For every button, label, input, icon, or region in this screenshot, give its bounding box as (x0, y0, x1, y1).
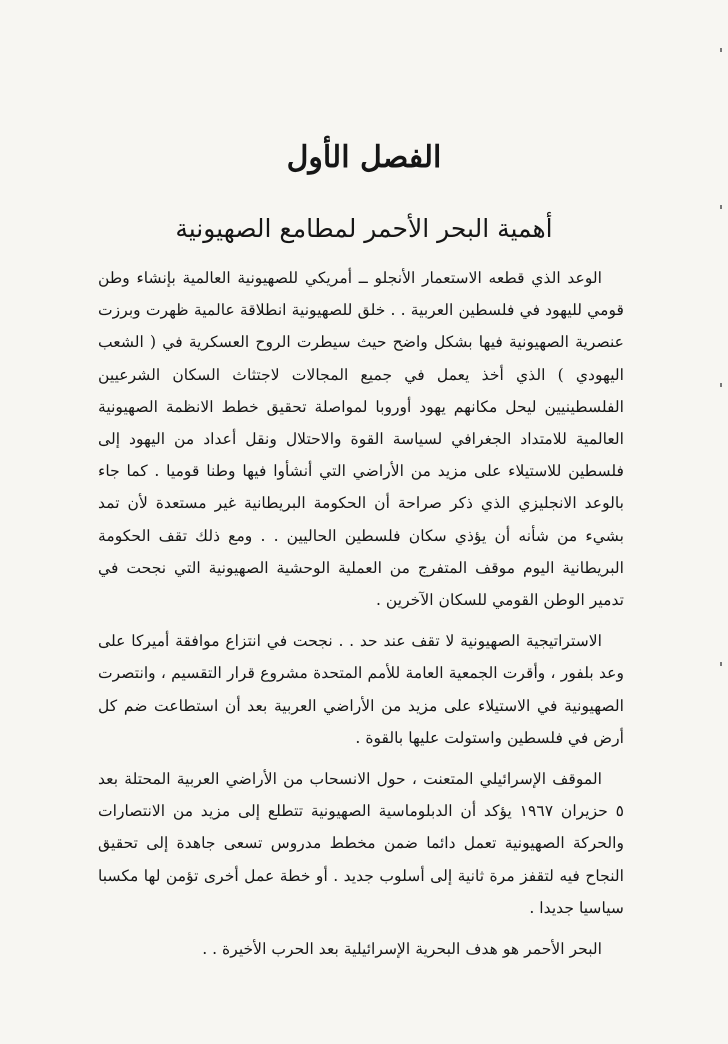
paragraph: البحر الأحمر هو هدف البحرية الإسرائيلية بعد الحرب الأخيرة . . (202, 940, 602, 959)
chapter-title: الفصل الأول (286, 140, 442, 175)
scan-speck (720, 662, 722, 666)
scan-speck (720, 383, 722, 387)
paragraph: الموقف الإسرائيلي المتعنت ، حول الانسحاب من الأراضي العربية المحتلة بعد ٥ حزيران ١٩٦٧ يؤكد أن الدبلوماسية الصهيونية تتطلع إلى مزيد من الانتصارات والحركة الصهيونية تعمل دائما ضمن مخطط مدروس تسعى جاهدة إلى تحقيق النجاح فيه لتقفز مرة ثانية إلى أسلوب جديد . أو خطة عمل أخرى تؤمن لها مكسبا سياسيا جديدا . (98, 770, 624, 917)
paragraph: الاستراتيجية الصهيونية لا تقف عند حد . . نجحت في انتزاع موافقة أميركا على وعد بلفور ، وأقرت الجمعية العامة للأمم المتحدة مشروع قرار التقسيم ، وانتصرت الصهيونية في الاستيلاء على مزيد من الأراضي العربية بعد أن استطاعت ضم كل أرض في فلسطين واستولت عليها بالقوة . (98, 632, 624, 747)
section-title: أهمية البحر الأحمر لمطامع الصهيونية (175, 214, 553, 243)
paragraph: الوعد الذي قطعه الاستعمار الأنجلو ــ أمريكي للصهيونية العالمية بإنشاء وطن قومي لليهود في فلسطين العربية . . خلق للصهيونية انطلاقة عالمية ظهرت وبرزت عنصرية الصهيونية فيها بشكل واضح حيث سيطرت الروح العسكرية في ( الشعب اليهودي ) الذي أخذ يعمل في جميع المجالات لاجتثاث السكان الشرعيين الفلسطينيين ليحل مكانهم يهود أوروبا لمواصلة تحقيق خطط الانظمة الصهيونية العالمية للامتداد الجغرافي لسياسة القوة والاحتلال ونقل أعداد من اليهود إلى فلسطين للاستيلاء على مزيد من الأراضي التي أنشأوا فيها وطنا قوميا . كما جاء بالوعد الانجليزي الذي ذكر صراحة أن الحكومة البريطانية غير مستعدة لأن تمد بشيء من شأنه أن يؤذي سكان فلسطين الحاليين . . ومع ذلك تقف الحكومة البريطانية اليوم موقف المتفرج من العملية الوحشية الصهيونية التي نجحت في تدمير الوطن القومي للسكان الآخرين . (98, 269, 624, 610)
scan-speck (720, 48, 722, 52)
body-text (98, 262, 624, 974)
scan-speck (720, 205, 722, 209)
